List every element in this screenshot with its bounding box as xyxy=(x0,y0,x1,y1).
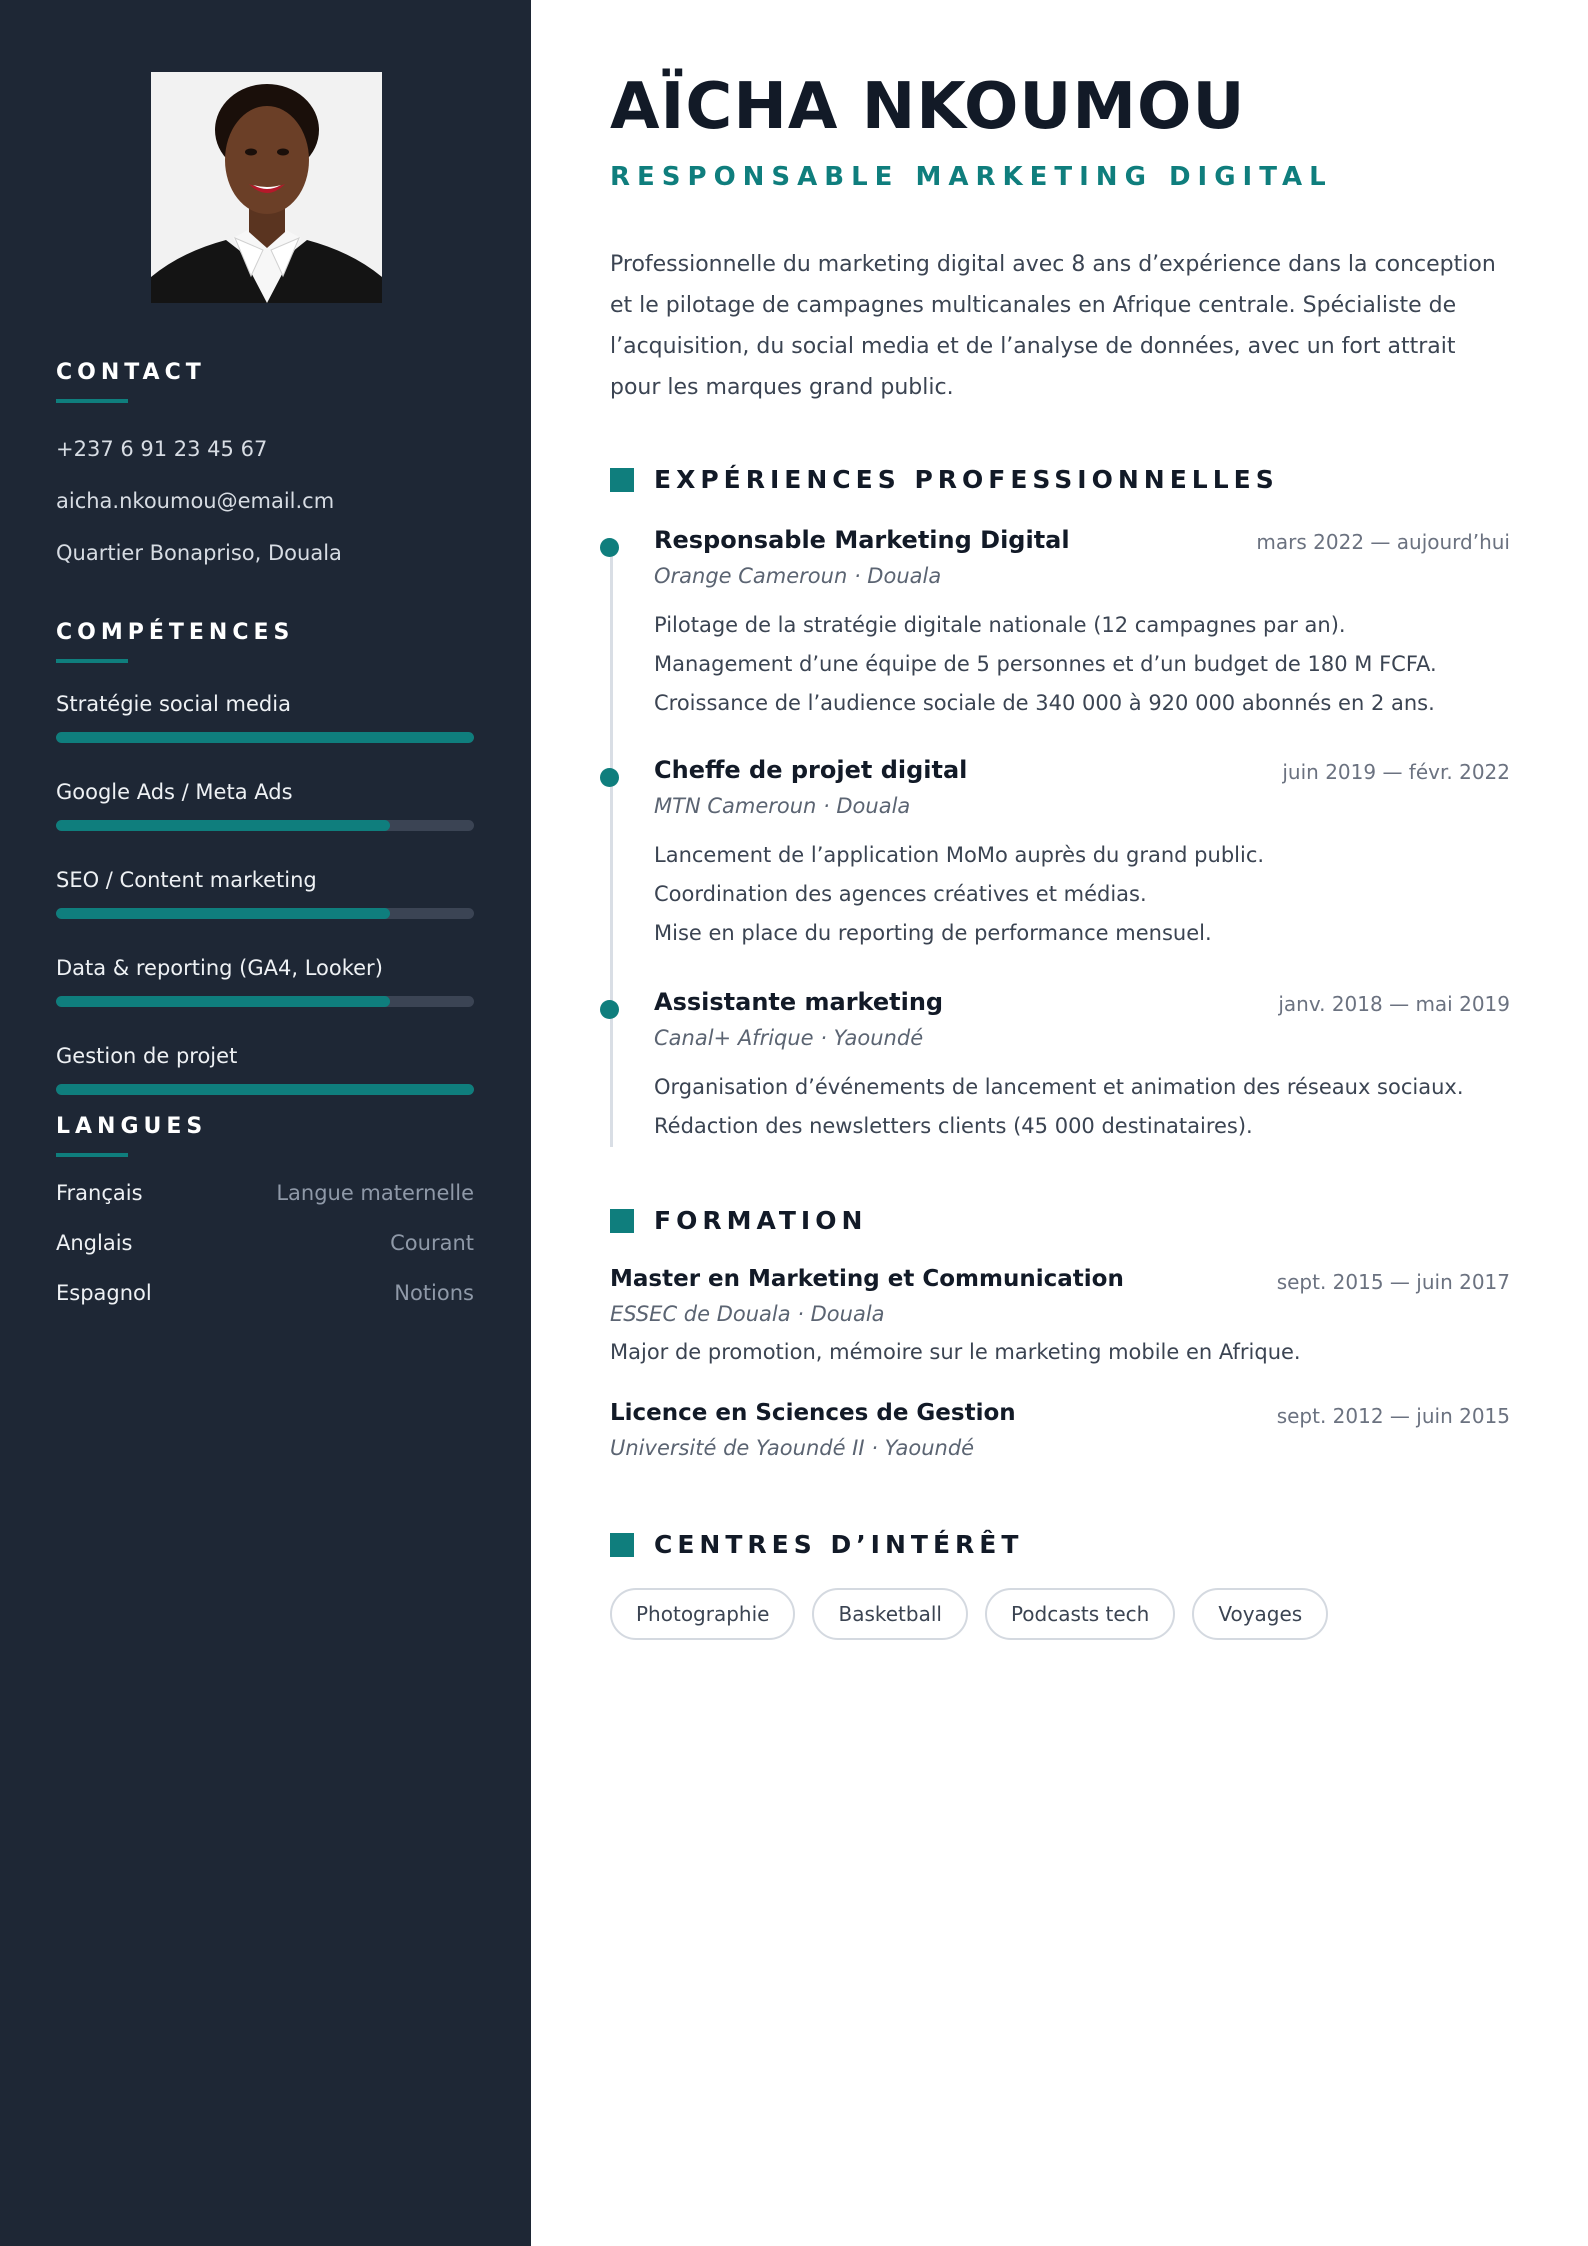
interests-tags xyxy=(610,1588,1328,1640)
contact-email: aicha.nkoumou@email.cm xyxy=(56,489,335,513)
job-title: Assistante marketing xyxy=(654,988,944,1016)
skill-item xyxy=(56,687,474,743)
degree-title: Master en Marketing et Communication xyxy=(610,1266,1124,1292)
candidate-name: AÏCHA NKOUMOU xyxy=(610,70,1246,144)
skill-bar xyxy=(56,732,474,743)
skill-item xyxy=(56,863,474,919)
degree-date: sept. 2015 — juin 2017 xyxy=(1276,1270,1510,1294)
experience-title: EXPÉRIENCES PROFESSIONNELLES xyxy=(654,465,1279,494)
skills-title: COMPÉTENCES xyxy=(56,620,295,645)
education-title: FORMATION xyxy=(654,1206,868,1235)
languages-title: LANGUES xyxy=(56,1114,208,1139)
timeline-dot xyxy=(600,1000,619,1019)
skill-name: SEO / Content marketing xyxy=(56,868,317,892)
education-heading xyxy=(610,1206,867,1235)
skill-name: Gestion de projet xyxy=(56,1044,238,1068)
skill-name: Stratégie social media xyxy=(56,692,291,716)
interest-tag: Basketball xyxy=(812,1588,967,1640)
sidebar xyxy=(0,0,531,2246)
timeline-dot xyxy=(600,768,619,787)
interest-tag: Voyages xyxy=(1192,1588,1328,1640)
job-company: Orange Cameroun · Douala xyxy=(654,564,942,588)
interest-tag: Photographie xyxy=(610,1588,795,1640)
interests-heading xyxy=(610,1530,1023,1559)
contact-title: CONTACT xyxy=(56,360,206,385)
languages-list xyxy=(56,1168,474,1318)
profile-photo xyxy=(151,72,382,303)
degree-school: Université de Yaoundé II · Yaoundé xyxy=(610,1436,975,1460)
contact-address: Quartier Bonapriso, Douala xyxy=(56,541,342,565)
skill-name: Data & reporting (GA4, Looker) xyxy=(56,956,383,980)
job-bullet: Croissance de l’audience sociale de 340 000 à 920 000 abonnés en 2 ans. xyxy=(654,691,1435,715)
job-bullet: Organisation d’événements de lancement et animation des réseaux sociaux. xyxy=(654,1075,1464,1099)
contact-divider xyxy=(56,399,128,403)
skills-divider xyxy=(56,659,128,663)
skill-bar-fill xyxy=(56,820,390,831)
degree-date: sept. 2012 — juin 2015 xyxy=(1276,1404,1510,1428)
contact-section xyxy=(56,360,474,579)
interests-title: CENTRES D’INTÉRÊT xyxy=(654,1530,1024,1559)
skills-section xyxy=(56,620,474,1127)
job-bullet: Lancement de l’application MoMo auprès du grand public. xyxy=(654,843,1265,867)
profile-summary: Professionnelle du marketing digital avec 8 ans d’expérience dans la conception et le pilotage de campagnes multicanales en Afrique centrale. Spécialiste de l’acquisition, du social media et de l’analyse de données, avec un fort attrait pour les marques grand public. xyxy=(610,252,1496,400)
skill-item xyxy=(56,775,474,831)
skill-name: Google Ads / Meta Ads xyxy=(56,780,293,804)
section-marker xyxy=(610,1533,634,1557)
skill-bar xyxy=(56,820,474,831)
candidate-role: RESPONSABLE MARKETING DIGITAL xyxy=(610,162,1333,192)
language-name: Anglais xyxy=(56,1231,133,1255)
experience-heading xyxy=(610,465,1279,494)
languages-divider xyxy=(56,1153,128,1157)
language-row xyxy=(56,1168,474,1218)
language-row xyxy=(56,1268,474,1318)
job-bullet: Pilotage de la stratégie digitale nationale (12 campagnes par an). xyxy=(654,613,1346,637)
degree-description: Major de promotion, mémoire sur le marketing mobile en Afrique. xyxy=(610,1340,1301,1364)
job-company: Canal+ Afrique · Yaoundé xyxy=(654,1026,924,1050)
language-level: Notions xyxy=(394,1281,474,1305)
skill-bar-fill xyxy=(56,732,474,743)
language-level: Langue maternelle xyxy=(276,1181,474,1205)
language-name: Espagnol xyxy=(56,1281,152,1305)
contact-list xyxy=(56,423,474,579)
contact-phone: +237 6 91 23 45 67 xyxy=(56,437,268,461)
job-bullet: Coordination des agences créatives et médias. xyxy=(654,882,1147,906)
skill-item xyxy=(56,951,474,1007)
skill-bar xyxy=(56,908,474,919)
job-description xyxy=(654,836,1510,953)
job-description xyxy=(654,606,1510,723)
skill-bar xyxy=(56,996,474,1007)
job-title: Responsable Marketing Digital xyxy=(654,526,1070,554)
skills-list xyxy=(56,687,474,1095)
skill-bar-fill xyxy=(56,1084,474,1095)
job-date: juin 2019 — févr. 2022 xyxy=(1282,760,1510,784)
language-name: Français xyxy=(56,1181,143,1205)
section-marker xyxy=(610,468,634,492)
language-level: Courant xyxy=(390,1231,474,1255)
section-marker xyxy=(610,1209,634,1233)
timeline-line xyxy=(610,540,613,1147)
job-bullet: Mise en place du reporting de performance mensuel. xyxy=(654,921,1212,945)
skill-bar-fill xyxy=(56,996,390,1007)
job-date: mars 2022 — aujourd’hui xyxy=(1256,530,1510,554)
skill-bar xyxy=(56,1084,474,1095)
job-bullet: Management d’une équipe de 5 personnes et d’un budget de 180 M FCFA. xyxy=(654,652,1437,676)
skill-item xyxy=(56,1039,474,1095)
language-row xyxy=(56,1218,474,1268)
degree-title: Licence en Sciences de Gestion xyxy=(610,1400,1016,1426)
skill-bar-fill xyxy=(56,908,390,919)
job-title: Cheffe de projet digital xyxy=(654,756,968,784)
job-company: MTN Cameroun · Douala xyxy=(654,794,911,818)
timeline-dot xyxy=(600,538,619,557)
degree-school: ESSEC de Douala · Douala xyxy=(610,1302,885,1326)
job-description xyxy=(654,1068,1510,1146)
job-date: janv. 2018 — mai 2019 xyxy=(1278,992,1510,1016)
job-bullet: Rédaction des newsletters clients (45 000 destinataires). xyxy=(654,1114,1253,1138)
interest-tag: Podcasts tech xyxy=(985,1588,1175,1640)
languages-section xyxy=(56,1114,474,1318)
